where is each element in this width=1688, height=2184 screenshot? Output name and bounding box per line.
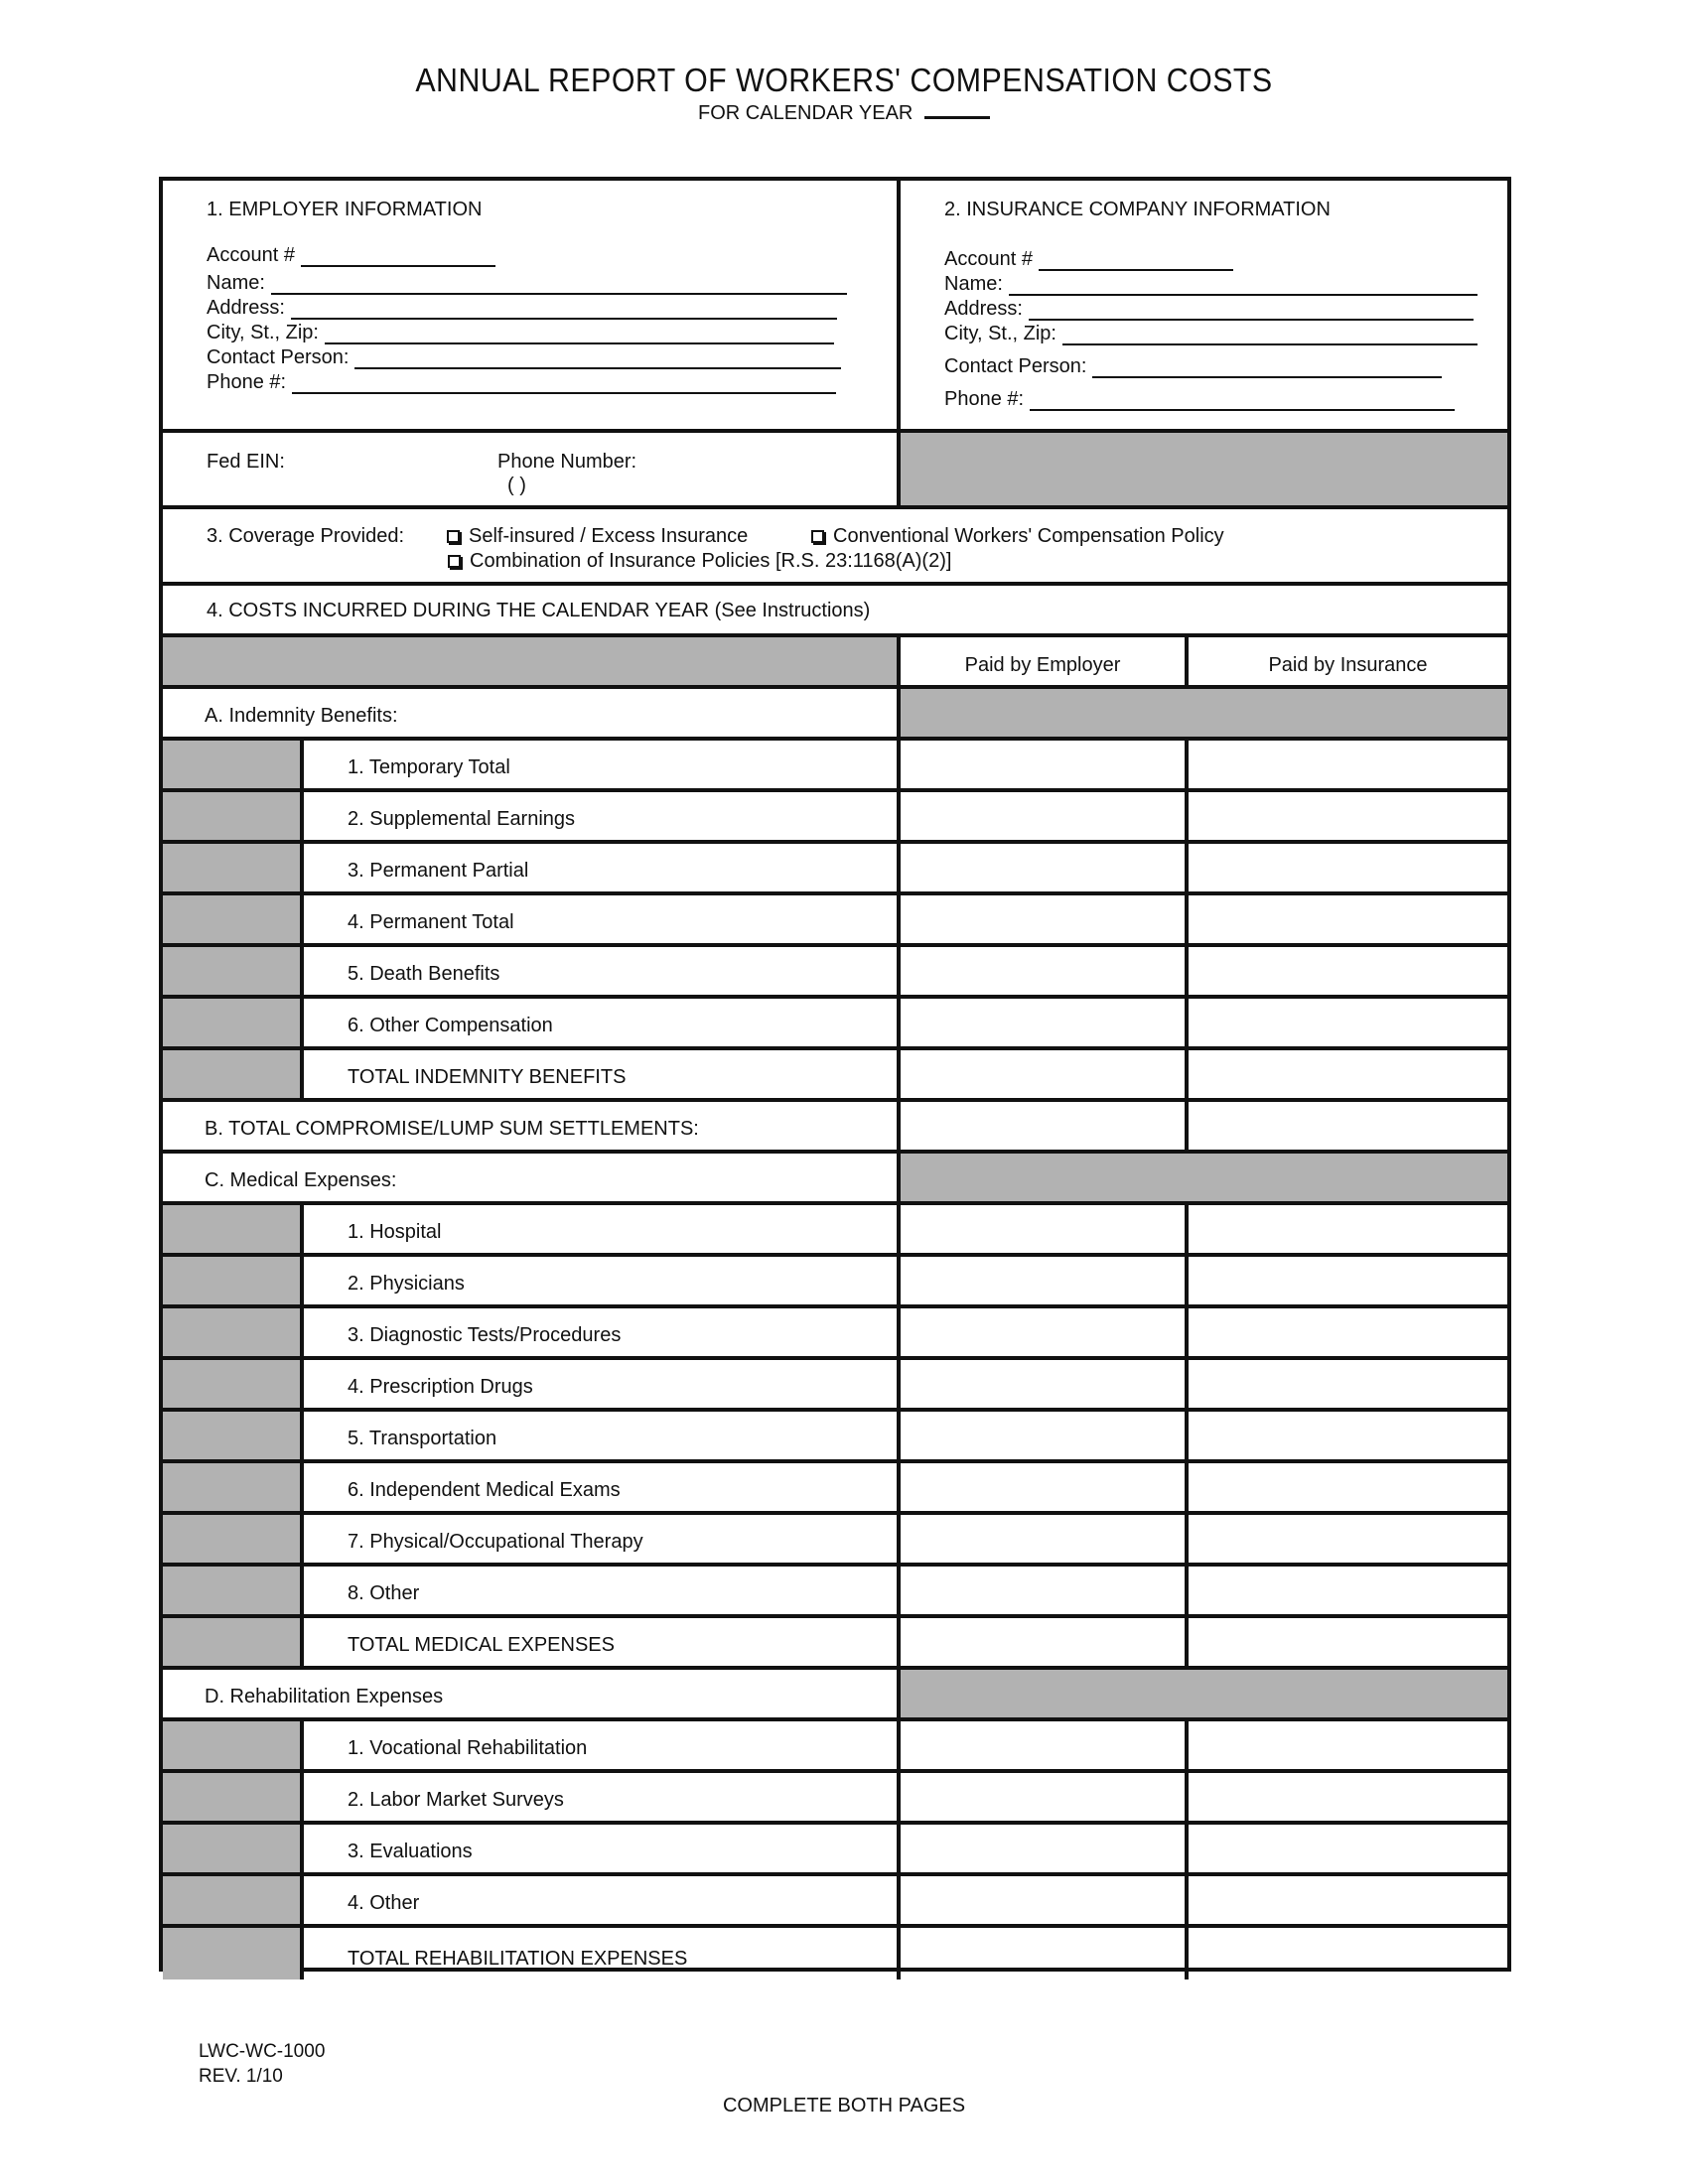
insurance-contact-label: Contact Person: bbox=[944, 355, 1087, 377]
row-label-cell bbox=[304, 844, 901, 891]
table-row-4-permanent-total bbox=[163, 895, 1507, 947]
insurance-phone-label: Phone #: bbox=[944, 388, 1025, 410]
section-row-c bbox=[163, 1154, 1507, 1205]
section-label-b: B. TOTAL COMPROMISE/LUMP SUM SETTLEMENTS: bbox=[205, 1118, 699, 1140]
shaded-stub bbox=[163, 1773, 304, 1821]
shaded-stub bbox=[163, 1360, 304, 1408]
shaded-stub bbox=[163, 1412, 304, 1459]
paid-by-insurance-input[interactable] bbox=[1189, 1205, 1507, 1253]
calendar-year-label: FOR CALENDAR YEAR bbox=[698, 102, 914, 124]
table-row-6-other-compensation bbox=[163, 999, 1507, 1050]
employer-account-field[interactable] bbox=[301, 249, 495, 267]
row-label-cell bbox=[304, 1876, 901, 1924]
checkbox-icon[interactable] bbox=[448, 555, 461, 568]
shaded-stub bbox=[163, 792, 304, 840]
row-label-cell bbox=[304, 1050, 901, 1098]
coverage-option-conventional[interactable]: Conventional Workers' Compensation Policy bbox=[811, 525, 1224, 548]
paid-by-employer-input[interactable] bbox=[901, 1360, 1189, 1408]
table-row-total-rehabilitation-expenses bbox=[163, 1928, 1507, 1979]
fed-ein-cell[interactable] bbox=[163, 433, 901, 505]
row-label-cell bbox=[304, 1308, 901, 1356]
paid-by-insurance-input[interactable] bbox=[1189, 1463, 1507, 1511]
row-label-cell bbox=[304, 1721, 901, 1769]
row-label-cell bbox=[304, 1567, 901, 1614]
paid-by-employer-input[interactable] bbox=[901, 1773, 1189, 1821]
shaded-stub bbox=[163, 1463, 304, 1511]
paid-by-employer-input[interactable] bbox=[901, 1515, 1189, 1563]
paid-by-employer-input[interactable] bbox=[901, 792, 1189, 840]
section-label-a: A. Indemnity Benefits: bbox=[205, 705, 398, 727]
coverage-option-self-insured[interactable]: Self-insured / Excess Insurance bbox=[447, 525, 748, 548]
table-row-total-medical-expenses bbox=[163, 1618, 1507, 1670]
employer-name-label: Name: bbox=[207, 272, 265, 294]
row-label-cell bbox=[304, 1515, 901, 1563]
employer-city-field[interactable] bbox=[325, 327, 834, 344]
employer-contact-label: Contact Person: bbox=[207, 346, 350, 368]
phone-area-code-field[interactable]: ( ) bbox=[507, 475, 526, 496]
row-label-cell bbox=[304, 792, 901, 840]
paid-by-insurance-input[interactable] bbox=[1189, 792, 1507, 840]
costs-heading: 4. COSTS INCURRED DURING THE CALENDAR YEAR (See Instructions) bbox=[207, 600, 871, 621]
table-row-2-labor-market-surveys bbox=[163, 1773, 1507, 1825]
paid-by-employer-input[interactable] bbox=[901, 999, 1189, 1046]
table-row-1-vocational-rehabilitation bbox=[163, 1721, 1507, 1773]
shaded-stub bbox=[163, 1825, 304, 1872]
table-row-4-other bbox=[163, 1876, 1507, 1928]
shaded-stub bbox=[163, 1050, 304, 1098]
shaded-stub bbox=[163, 895, 304, 943]
paid-by-insurance-input[interactable] bbox=[1189, 1412, 1507, 1459]
shaded-stub bbox=[163, 947, 304, 995]
row-label: 4. Prescription Drugs bbox=[348, 1376, 533, 1398]
row-label: 3. Diagnostic Tests/Procedures bbox=[348, 1324, 622, 1346]
paid-by-insurance-input[interactable] bbox=[1189, 1567, 1507, 1614]
paid-by-employer-input[interactable] bbox=[901, 1618, 1189, 1666]
shaded-block bbox=[901, 1670, 1507, 1717]
shaded-stub bbox=[163, 999, 304, 1046]
form-revision: REV. 1/10 bbox=[199, 2066, 283, 2087]
table-row-5-transportation bbox=[163, 1412, 1507, 1463]
paid-by-insurance-input[interactable] bbox=[1189, 1928, 1507, 1979]
section-label-cell bbox=[163, 689, 901, 737]
table-row-3-evaluations bbox=[163, 1825, 1507, 1876]
section-row-d bbox=[163, 1670, 1507, 1721]
paid-by-insurance-input[interactable] bbox=[1189, 999, 1507, 1046]
shaded-stub bbox=[163, 1721, 304, 1769]
row-label: 4. Other bbox=[348, 1892, 420, 1914]
employer-address-label: Address: bbox=[207, 297, 285, 319]
table-row-total-indemnity-benefits bbox=[163, 1050, 1507, 1102]
paid-by-insurance-input[interactable] bbox=[1189, 844, 1507, 891]
costs-heading-row bbox=[163, 586, 1507, 637]
table-row-4-prescription-drugs bbox=[163, 1360, 1507, 1412]
table-row-7-physical-occupational-therapy bbox=[163, 1515, 1507, 1567]
paid-by-insurance-input[interactable] bbox=[1189, 947, 1507, 995]
row-label-cell bbox=[304, 1825, 901, 1872]
shaded-block bbox=[901, 433, 1507, 505]
employer-heading: 1. EMPLOYER INFORMATION bbox=[207, 199, 483, 220]
paid-by-insurance-input[interactable] bbox=[1189, 1721, 1507, 1769]
row-label: 4. Permanent Total bbox=[348, 911, 514, 933]
row-label-cell bbox=[304, 947, 901, 995]
coverage-label: 3. Coverage Provided: bbox=[207, 525, 405, 547]
employer-phone-field[interactable] bbox=[292, 376, 836, 394]
form-number: LWC-WC-1000 bbox=[199, 2041, 326, 2062]
shaded-header-block bbox=[163, 637, 901, 685]
insurance-account-field[interactable] bbox=[1039, 253, 1233, 271]
shaded-stub bbox=[163, 1205, 304, 1253]
employer-name-field[interactable] bbox=[271, 277, 847, 295]
table-row-2-physicians bbox=[163, 1257, 1507, 1308]
report-form bbox=[159, 177, 1511, 1972]
form-id-block bbox=[199, 2039, 325, 2089]
paid-by-employer-input[interactable] bbox=[901, 844, 1189, 891]
row-label: 3. Evaluations bbox=[348, 1841, 473, 1862]
row-label-cell bbox=[304, 1360, 901, 1408]
paid-by-insurance-input[interactable] bbox=[1189, 1825, 1507, 1872]
row-label: 1. Temporary Total bbox=[348, 756, 510, 778]
shaded-stub bbox=[163, 1876, 304, 1924]
section-label-cell bbox=[163, 1154, 901, 1201]
row-label-cell bbox=[304, 1773, 901, 1821]
paid-by-insurance-input[interactable] bbox=[1189, 1515, 1507, 1563]
table-row-6-independent-medical-exams bbox=[163, 1463, 1507, 1515]
row-label: 6. Independent Medical Exams bbox=[348, 1479, 621, 1501]
paid-by-insurance-input[interactable] bbox=[1189, 1257, 1507, 1304]
table-row-1-temporary-total bbox=[163, 741, 1507, 792]
row-label: TOTAL REHABILITATION EXPENSES bbox=[348, 1948, 688, 1970]
shaded-block bbox=[901, 689, 1507, 737]
column-header-row bbox=[163, 637, 1507, 689]
form-subtitle bbox=[0, 102, 1688, 125]
employer-city-label: City, St., Zip: bbox=[207, 322, 319, 343]
row-label-cell bbox=[304, 895, 901, 943]
row-label-cell bbox=[304, 1463, 901, 1511]
paid-by-insurance-input[interactable] bbox=[1189, 741, 1507, 788]
paid-by-employer-input[interactable] bbox=[901, 1928, 1189, 1979]
checkbox-icon[interactable] bbox=[811, 530, 824, 543]
paid-by-employer-input[interactable] bbox=[901, 1721, 1189, 1769]
row-label: TOTAL INDEMNITY BENEFITS bbox=[348, 1066, 627, 1088]
section-row-a bbox=[163, 689, 1507, 741]
paid-by-employer-input[interactable] bbox=[901, 741, 1189, 788]
paid-by-insurance-input[interactable] bbox=[1189, 1773, 1507, 1821]
paid-by-employer-input[interactable] bbox=[901, 1876, 1189, 1924]
info-section bbox=[163, 181, 1507, 433]
shaded-stub bbox=[163, 1618, 304, 1666]
row-label: 2. Labor Market Surveys bbox=[348, 1789, 564, 1811]
insurance-address-label: Address: bbox=[944, 298, 1023, 320]
row-label: 6. Other Compensation bbox=[348, 1015, 553, 1036]
fed-ein-label: Fed EIN: bbox=[207, 451, 285, 473]
shaded-stub bbox=[163, 1515, 304, 1563]
paid-by-insurance-input[interactable] bbox=[1189, 1102, 1507, 1150]
row-label: 5. Death Benefits bbox=[348, 963, 500, 985]
row-label-cell bbox=[304, 1928, 901, 1979]
section-label-d: D. Rehabilitation Expenses bbox=[205, 1686, 444, 1707]
row-label-cell bbox=[304, 741, 901, 788]
paid-by-employer-input[interactable] bbox=[901, 1050, 1189, 1098]
shaded-stub bbox=[163, 741, 304, 788]
paid-by-employer-input[interactable] bbox=[901, 947, 1189, 995]
row-label-cell bbox=[304, 1205, 901, 1253]
form-title: ANNUAL REPORT OF WORKERS' COMPENSATION COSTS bbox=[415, 62, 1273, 98]
table-row-3-diagnostic-tests-procedures bbox=[163, 1308, 1507, 1360]
paid-by-employer-input[interactable] bbox=[901, 1567, 1189, 1614]
section-label-c: C. Medical Expenses: bbox=[205, 1169, 397, 1191]
paid-by-employer-input[interactable] bbox=[901, 1205, 1189, 1253]
table-row-8-other bbox=[163, 1567, 1507, 1618]
row-label-cell bbox=[304, 1618, 901, 1666]
paid-by-employer-input[interactable] bbox=[901, 1308, 1189, 1356]
shaded-stub bbox=[163, 1308, 304, 1356]
paid-by-insurance-input[interactable] bbox=[1189, 1308, 1507, 1356]
insurance-contact-field[interactable] bbox=[1092, 360, 1442, 378]
insurance-name-label: Name: bbox=[944, 273, 1003, 295]
row-label: 2. Physicians bbox=[348, 1273, 465, 1295]
paid-by-employer-input[interactable] bbox=[901, 895, 1189, 943]
row-label: 5. Transportation bbox=[348, 1428, 497, 1449]
phone-number-label: Phone Number: bbox=[497, 451, 637, 473]
row-label: 1. Vocational Rehabilitation bbox=[348, 1737, 588, 1759]
employer-contact-field[interactable] bbox=[354, 351, 841, 369]
table-row-5-death-benefits bbox=[163, 947, 1507, 999]
shaded-block bbox=[901, 1154, 1507, 1201]
row-label: 1. Hospital bbox=[348, 1221, 442, 1243]
row-label-cell bbox=[304, 999, 901, 1046]
paid-by-insurance-input[interactable] bbox=[1189, 1050, 1507, 1098]
row-label-cell bbox=[304, 1412, 901, 1459]
shaded-stub bbox=[163, 844, 304, 891]
employer-account-label: Account # bbox=[207, 244, 295, 266]
fed-ein-row bbox=[163, 433, 1507, 509]
complete-both-pages-note: COMPLETE BOTH PAGES bbox=[722, 2095, 966, 2116]
row-label-cell bbox=[304, 1257, 901, 1304]
paid-by-employer-input[interactable] bbox=[901, 1102, 1189, 1150]
row-label: TOTAL MEDICAL EXPENSES bbox=[348, 1634, 615, 1656]
table-row-2-supplemental-earnings bbox=[163, 792, 1507, 844]
insurance-account-label: Account # bbox=[944, 248, 1033, 270]
coverage-row bbox=[163, 509, 1507, 586]
insurance-heading: 2. INSURANCE COMPANY INFORMATION bbox=[944, 199, 1331, 220]
paid-by-insurance-input[interactable] bbox=[1189, 1876, 1507, 1924]
employer-address-field[interactable] bbox=[291, 302, 837, 320]
insurance-phone-field[interactable] bbox=[1030, 393, 1455, 411]
insurance-city-label: City, St., Zip: bbox=[944, 323, 1056, 344]
table-row-1-hospital bbox=[163, 1205, 1507, 1257]
insurance-name-field[interactable] bbox=[1009, 278, 1477, 296]
coverage-option-combination[interactable]: Combination of Insurance Policies [R.S. 23:1168(A)(2)] bbox=[448, 550, 951, 573]
insurance-city-field[interactable] bbox=[1062, 328, 1477, 345]
checkbox-icon[interactable] bbox=[447, 530, 460, 543]
row-label: 7. Physical/Occupational Therapy bbox=[348, 1531, 643, 1553]
shaded-stub bbox=[163, 1257, 304, 1304]
paid-by-insurance-input[interactable] bbox=[1189, 895, 1507, 943]
calendar-year-field[interactable] bbox=[924, 105, 990, 119]
shaded-stub bbox=[163, 1567, 304, 1614]
section-label-cell bbox=[163, 1670, 901, 1717]
paid-by-employer-input[interactable] bbox=[901, 1463, 1189, 1511]
paid-by-employer-input[interactable] bbox=[901, 1825, 1189, 1872]
table-row-3-permanent-partial bbox=[163, 844, 1507, 895]
row-label: 2. Supplemental Earnings bbox=[348, 808, 576, 830]
paid-by-insurance-input[interactable] bbox=[1189, 1618, 1507, 1666]
paid-by-employer-input[interactable] bbox=[901, 1257, 1189, 1304]
section-row-b bbox=[163, 1102, 1507, 1154]
section-label-cell bbox=[163, 1102, 901, 1150]
employer-info-block bbox=[163, 181, 901, 429]
paid-by-employer-input[interactable] bbox=[901, 1412, 1189, 1459]
employer-phone-label: Phone #: bbox=[207, 371, 287, 393]
shaded-stub bbox=[163, 1928, 304, 1979]
paid-by-insurance-input[interactable] bbox=[1189, 1360, 1507, 1408]
col-header-paid-by-employer: Paid by Employer bbox=[901, 637, 1189, 685]
row-label: 8. Other bbox=[348, 1582, 420, 1604]
row-label: 3. Permanent Partial bbox=[348, 860, 529, 882]
col-header-paid-by-insurance: Paid by Insurance bbox=[1268, 654, 1428, 676]
insurance-address-field[interactable] bbox=[1029, 303, 1474, 321]
insurance-info-block bbox=[901, 181, 1507, 429]
